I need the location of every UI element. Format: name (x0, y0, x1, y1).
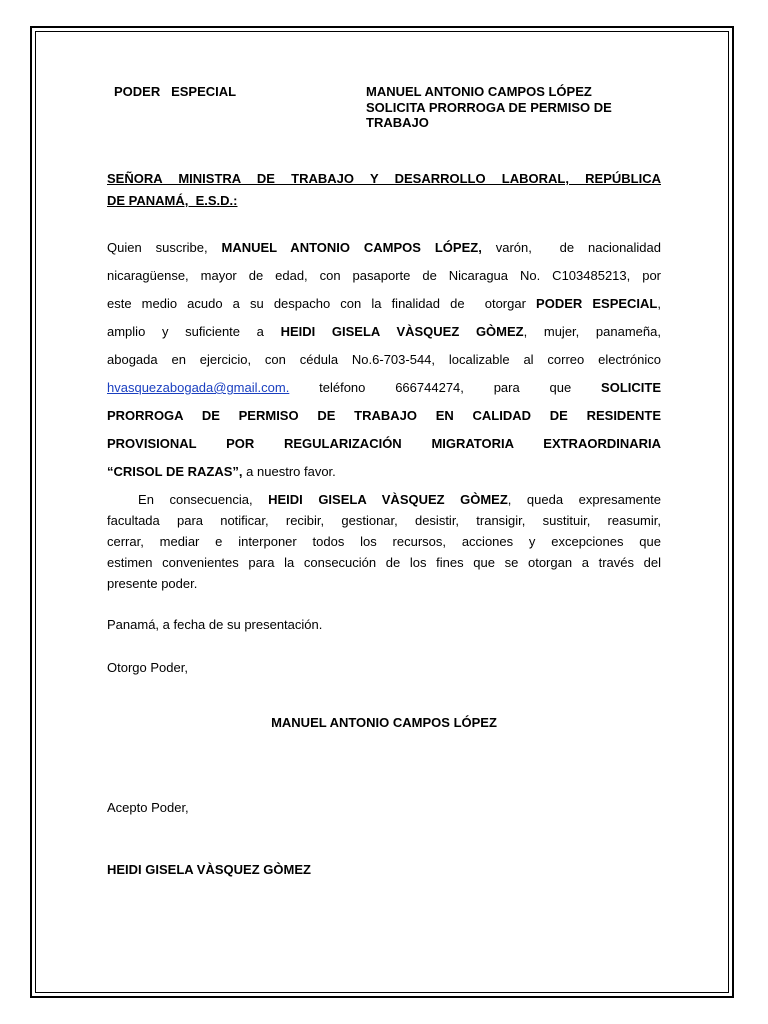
document-title: PODER ESPECIAL (114, 84, 237, 99)
paragraph-line (107, 489, 661, 510)
attorney-signature-name: HEIDI GISELA VÀSQUEZ GÒMEZ (107, 862, 311, 877)
header-subject-line: SOLICITA PRORROGA DE PERMISO DE (366, 99, 612, 115)
paragraph-line: PRORROGA DE PERMISO DE TRABAJO EN CALIDAD DE RESIDENTE (107, 408, 661, 423)
accept-label: Acepto Poder, (107, 800, 189, 815)
addressee-line: DE PANAMÁ, E.S.D.: (107, 193, 238, 208)
grant-label: Otorgo Poder, (107, 660, 188, 675)
paragraph-line (107, 318, 661, 346)
paragraph-line (107, 234, 661, 262)
header-subject-line: MANUEL ANTONIO CAMPOS LÓPEZ (366, 84, 592, 99)
paragraph-line (107, 458, 661, 486)
paragraph-line: facultada para notificar, recibir, gestionar, desistir, transigir, sustituir, reasumir, (107, 513, 661, 528)
paragraph-line: estimen convenientes para la consecución de los fines que se otorgan a través del (107, 555, 661, 570)
paragraph-grant (107, 234, 661, 486)
text: varón, de nacionalidad (481, 240, 662, 255)
text: , mujer, panameña, (523, 324, 661, 339)
header-subject (366, 84, 666, 131)
text: este medio acudo a su despacho con la finalidad de otorgar (107, 296, 537, 311)
paragraph-line: nicaragüense, mayor de edad, con pasaporte de Nicaragua No. C103485213, por (107, 268, 661, 283)
addressee-line: SEÑORA MINISTRA DE TRABAJO Y DESARROLLO LABORAL, REPÚBLICA (107, 171, 661, 186)
paragraph-faculties (107, 489, 661, 594)
header-subject-line: TRABAJO (366, 115, 429, 130)
email-link[interactable]: hvasquezabogada@gmail.com. (107, 380, 290, 395)
paragraph-line (107, 290, 661, 318)
power-type: PODER ESPECIAL (536, 296, 658, 311)
text: Quien suscribe, (107, 240, 222, 255)
text: teléfono 666744274, para que (289, 380, 602, 395)
text: En consecuencia, (107, 492, 269, 507)
paragraph-line: abogada en ejercicio, con cédula No.6-703-544, localizable al correo electrónico (107, 352, 661, 367)
text: , (657, 296, 661, 311)
text: amplio y suficiente a (107, 324, 281, 339)
grantor-name: MANUEL ANTONIO CAMPOS LÓPEZ, (221, 240, 482, 255)
paragraph-line: PROVISIONAL POR REGULARIZACIÓN MIGRATORIA EXTRAORDINARIA (107, 436, 661, 451)
program-name: “CRISOL DE RAZAS”, (107, 464, 243, 479)
date-line: Panamá, a fecha de su presentación. (107, 617, 323, 632)
text: a nuestro favor. (242, 464, 336, 479)
grantor-signature-name (0, 715, 768, 730)
addressee (107, 168, 661, 212)
paragraph-line: cerrar, mediar e interponer todos los recursos, acciones y excepciones que (107, 534, 661, 549)
text: SOLICITE (601, 380, 661, 395)
paragraph-line (107, 374, 661, 402)
text: , queda expresamente (507, 492, 661, 507)
signature-text: MANUEL ANTONIO CAMPOS LÓPEZ (271, 715, 497, 730)
attorney-name: HEIDI GISELA VÀSQUEZ GÒMEZ (280, 324, 524, 339)
attorney-name: HEIDI GISELA VÀSQUEZ GÒMEZ (268, 492, 508, 507)
paragraph-line: presente poder. (107, 576, 198, 591)
